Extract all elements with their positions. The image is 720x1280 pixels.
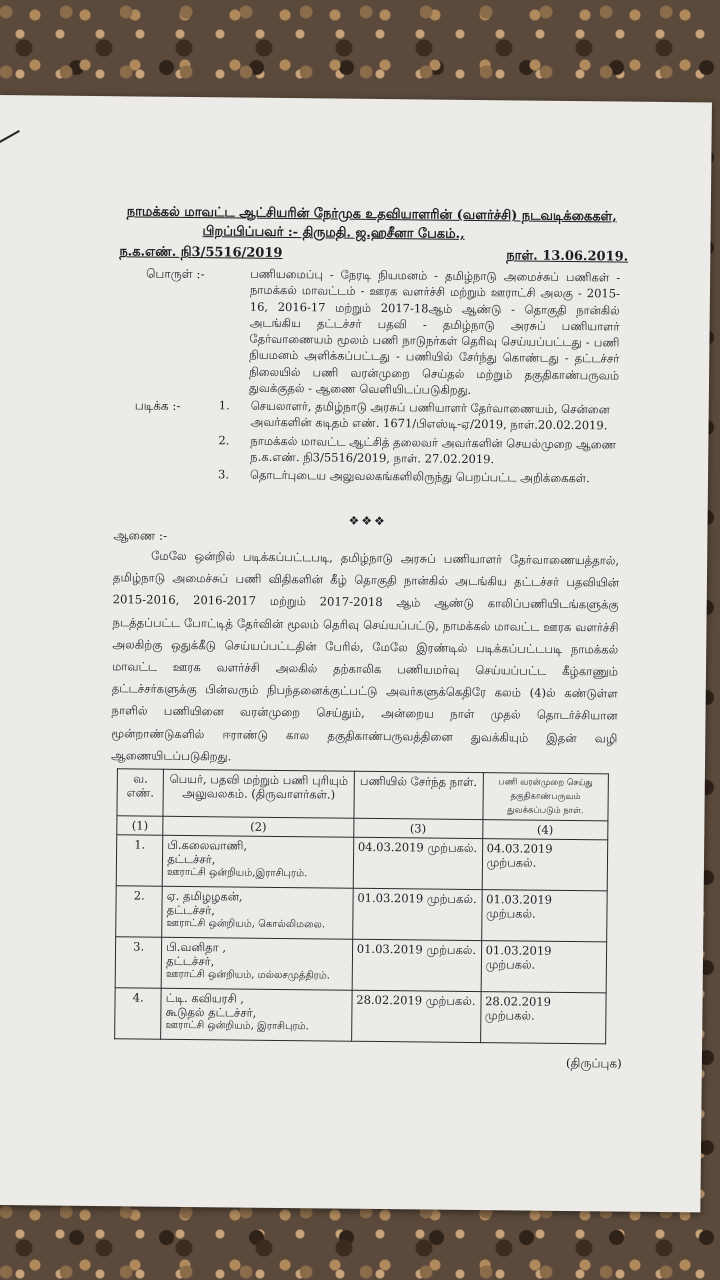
reference-text-2: நாமக்கல் மாவட்ட ஆட்சித் தலைவர் அவர்களின் செயல்முறை ஆணை ந.க.எண். நி3/5516/2019, நாள். 27.02.2019.	[250, 433, 617, 467]
reference-text-3: தொடர்புடைய அலுவலகங்களிலிருந்து பெறப்பட்ட அறிக்கைகள்.	[249, 467, 590, 486]
turn-over-note: (திருப்புக)	[565, 1055, 622, 1071]
col-index-1: (1)	[117, 816, 163, 835]
row-joined-date: 04.03.2019 முற்பகல்.	[353, 837, 482, 889]
header-serial: வ. எண்.	[117, 769, 164, 816]
person-name: பி.கலைவாணி,	[167, 837, 248, 853]
person-office: ஊராட்சி ஒன்றியம்,இராசிபுரம்.	[167, 866, 308, 880]
title-line-2: பிறப்பிப்பவர் :- திருமதி. ஜ.ஹசீனா பேகம்.,	[202, 224, 465, 242]
row-person	[162, 835, 353, 888]
pen-mark	[0, 130, 29, 160]
order-paragraph: மேலே ஒன்றில் படிக்கப்பட்டபடி, தமிழ்நாடு அரசுப் பணியாளர் தேர்வாணையத்தால், தமிழ்நாடு அமைச்சுப் பணி விதிகளின் கீழ் தொகுதி நான்கில் அடங்கிய தட்டச்சர் பதவியின் 2015-2016, 2016-2017 மற்றும் 2017-2018 ஆம் ஆண்டு காலிப்பணியிடங்களுக்கு நடத்தப்பட்ட போட்டித் தேர்வின் மூலம் தெரிவு செய்யப்பட்டு, நாமக்கல் மாவட்ட ஊரக வளர்ச்சி அலகிற்கு ஒதுக்கீடு செய்யப்பட்டதின் பேரில், மேலே இரண்டில் படிக்கப்பட்டபடி நாமக்கல் மாவட்ட ஊரக வளர்ச்சி அலகில் தற்காலிக பணியமர்வு செய்யப்பட்ட கீழ்காணும் தட்டச்சர்களுக்கு பின்வரும் நிபந்தனைக்குட்பட்டு அவர்களுக்கெதிரே கலம் (4)ல் கண்டுள்ள நாளில் பணியினை வரன்முறை செய்தும், அன்றைய நாள் முதல் தொடர்ச்சியான மூன்றாண்டுகளில் ஈராண்டு கால தகுதிகாண்பருவத்தினை துவக்கியும் இதன் வழி ஆணையிடப்படுகிறது.	[111, 548, 620, 764]
row-serial: 3.	[115, 937, 162, 988]
table-row	[115, 988, 607, 1044]
col-index-3: (3)	[354, 818, 483, 838]
reference-number: ந.க.எண். நி3/5516/2019	[119, 244, 283, 261]
title-line-1: நாமக்கல் மாவட்ட ஆட்சியரின் நேர்முக உதவியாளரின் (வளர்ச்சி) நடவடிக்கைகள்,	[126, 204, 617, 225]
person-post: கூடுதல் தட்டச்சர்,	[165, 1004, 257, 1020]
row-regularised-date: 01.03.2019 முற்பகல்.	[481, 890, 607, 942]
reference-item	[218, 466, 618, 486]
person-post: தட்டச்சர்,	[166, 902, 215, 918]
row-person	[161, 988, 352, 1041]
person-office: ஊராட்சி ஒன்றியம், இராசிபுரம்.	[165, 1019, 309, 1033]
person-office: ஊராட்சி ஒன்றியம், கொல்லிமலை.	[166, 917, 326, 931]
section-separator: ❖❖❖	[348, 513, 387, 529]
subject-label: பொருள் :-	[146, 266, 205, 282]
row-serial: 4.	[115, 988, 162, 1039]
header-joined: பணியில் சேர்ந்த நாள்.	[354, 771, 483, 819]
table-row	[116, 835, 608, 891]
document-date: நாள். 13.06.2019.	[506, 248, 629, 265]
reference-number-3: 3.	[217, 467, 230, 482]
row-regularised-date: 04.03.2019 முற்பகல்.	[482, 839, 608, 891]
person-post: தட்டச்சர்,	[166, 953, 215, 969]
header-regularised: பணி வரன்முறை செய்து தகுதிகாண்பருவம் துவக்கப்படும் நாள்.	[483, 773, 609, 821]
col-index-2: (2)	[163, 816, 354, 837]
row-joined-date: 01.03.2019 முற்பகல்.	[352, 939, 481, 991]
order-label: ஆணை :-	[113, 528, 168, 543]
reference-item	[219, 397, 619, 434]
reference-list	[218, 397, 619, 489]
reference-number-2: 2.	[218, 432, 230, 448]
appointees-table	[114, 768, 609, 1044]
subject-text: பணியமைப்பு - நேரடி நியமனம் - தமிழ்நாடு அமைச்சுப் பணிகள் - நாமக்கல் மாவட்டம் - ஊரக வளர்ச்சி மற்றும் ஊராட்சி அலகு - 2015-16, 2016-17 மற்றும் 2017-18ஆம் ஆண்டு - தொகுதி நான்கில் அடங்கிய தட்டச்சர் பதவி - தமிழ்நாடு அரசுப் பணியாளர் தேர்வாணையம் மூலம் பணி நாடுநர்கள் தெரிவு செய்யப்பட்டது - பணி நியமனம் அளிக்கப்பட்டது - பணியில் சேர்ந்து கொண்டது - தட்டச்சர் நிலையில் பணி வரன்முறை செய்தல் மற்றும் தகுதிகாண்பருவம் துவக்குதல் - ஆணை வெளியிடப்படுகிறது.	[248, 266, 621, 398]
row-person	[162, 886, 353, 939]
table-header-row	[117, 769, 608, 821]
table-row	[115, 937, 607, 993]
row-person	[161, 937, 352, 990]
person-name: பி.வனிதா ,	[166, 939, 227, 955]
person-name: ட்டி. கவியரசி ,	[165, 990, 245, 1006]
row-joined-date: 01.03.2019 முற்பகல்.	[352, 888, 481, 940]
document-page	[0, 95, 712, 1212]
person-office: ஊராட்சி ஒன்றியம், மல்லசமுத்திரம்.	[165, 968, 331, 982]
row-regularised-date: 01.03.2019 முற்பகல்.	[481, 941, 607, 993]
row-serial: 1.	[116, 835, 163, 886]
col-index-4: (4)	[482, 820, 608, 840]
reference-item	[218, 432, 618, 469]
row-joined-date: 28.02.2019 முற்பகல்.	[351, 990, 480, 1042]
person-name: ஏ. தமிழழகன்,	[166, 888, 243, 904]
header-name: பெயர், பதவி மற்றும் பணி புரியும் அலுவலகம். (திருவாளர்கள்.)	[163, 769, 354, 818]
row-regularised-date: 28.02.2019 முற்பகல்.	[480, 992, 606, 1044]
row-serial: 2.	[116, 886, 163, 937]
person-post: தட்டச்சர்,	[167, 851, 216, 867]
table-row	[116, 886, 608, 942]
read-label: படிக்க :-	[134, 398, 181, 413]
reference-text-1: செயலாளர், தமிழ்நாடு அரசுப் பணியாளர் தேர்வாணையம், சென்னை அவர்களின் கடிதம் எண். 1671/பிஎஸ்டி-ஏ/2019, நாள்.20.02.2019.	[250, 398, 610, 433]
reference-number-1: 1.	[218, 398, 230, 413]
